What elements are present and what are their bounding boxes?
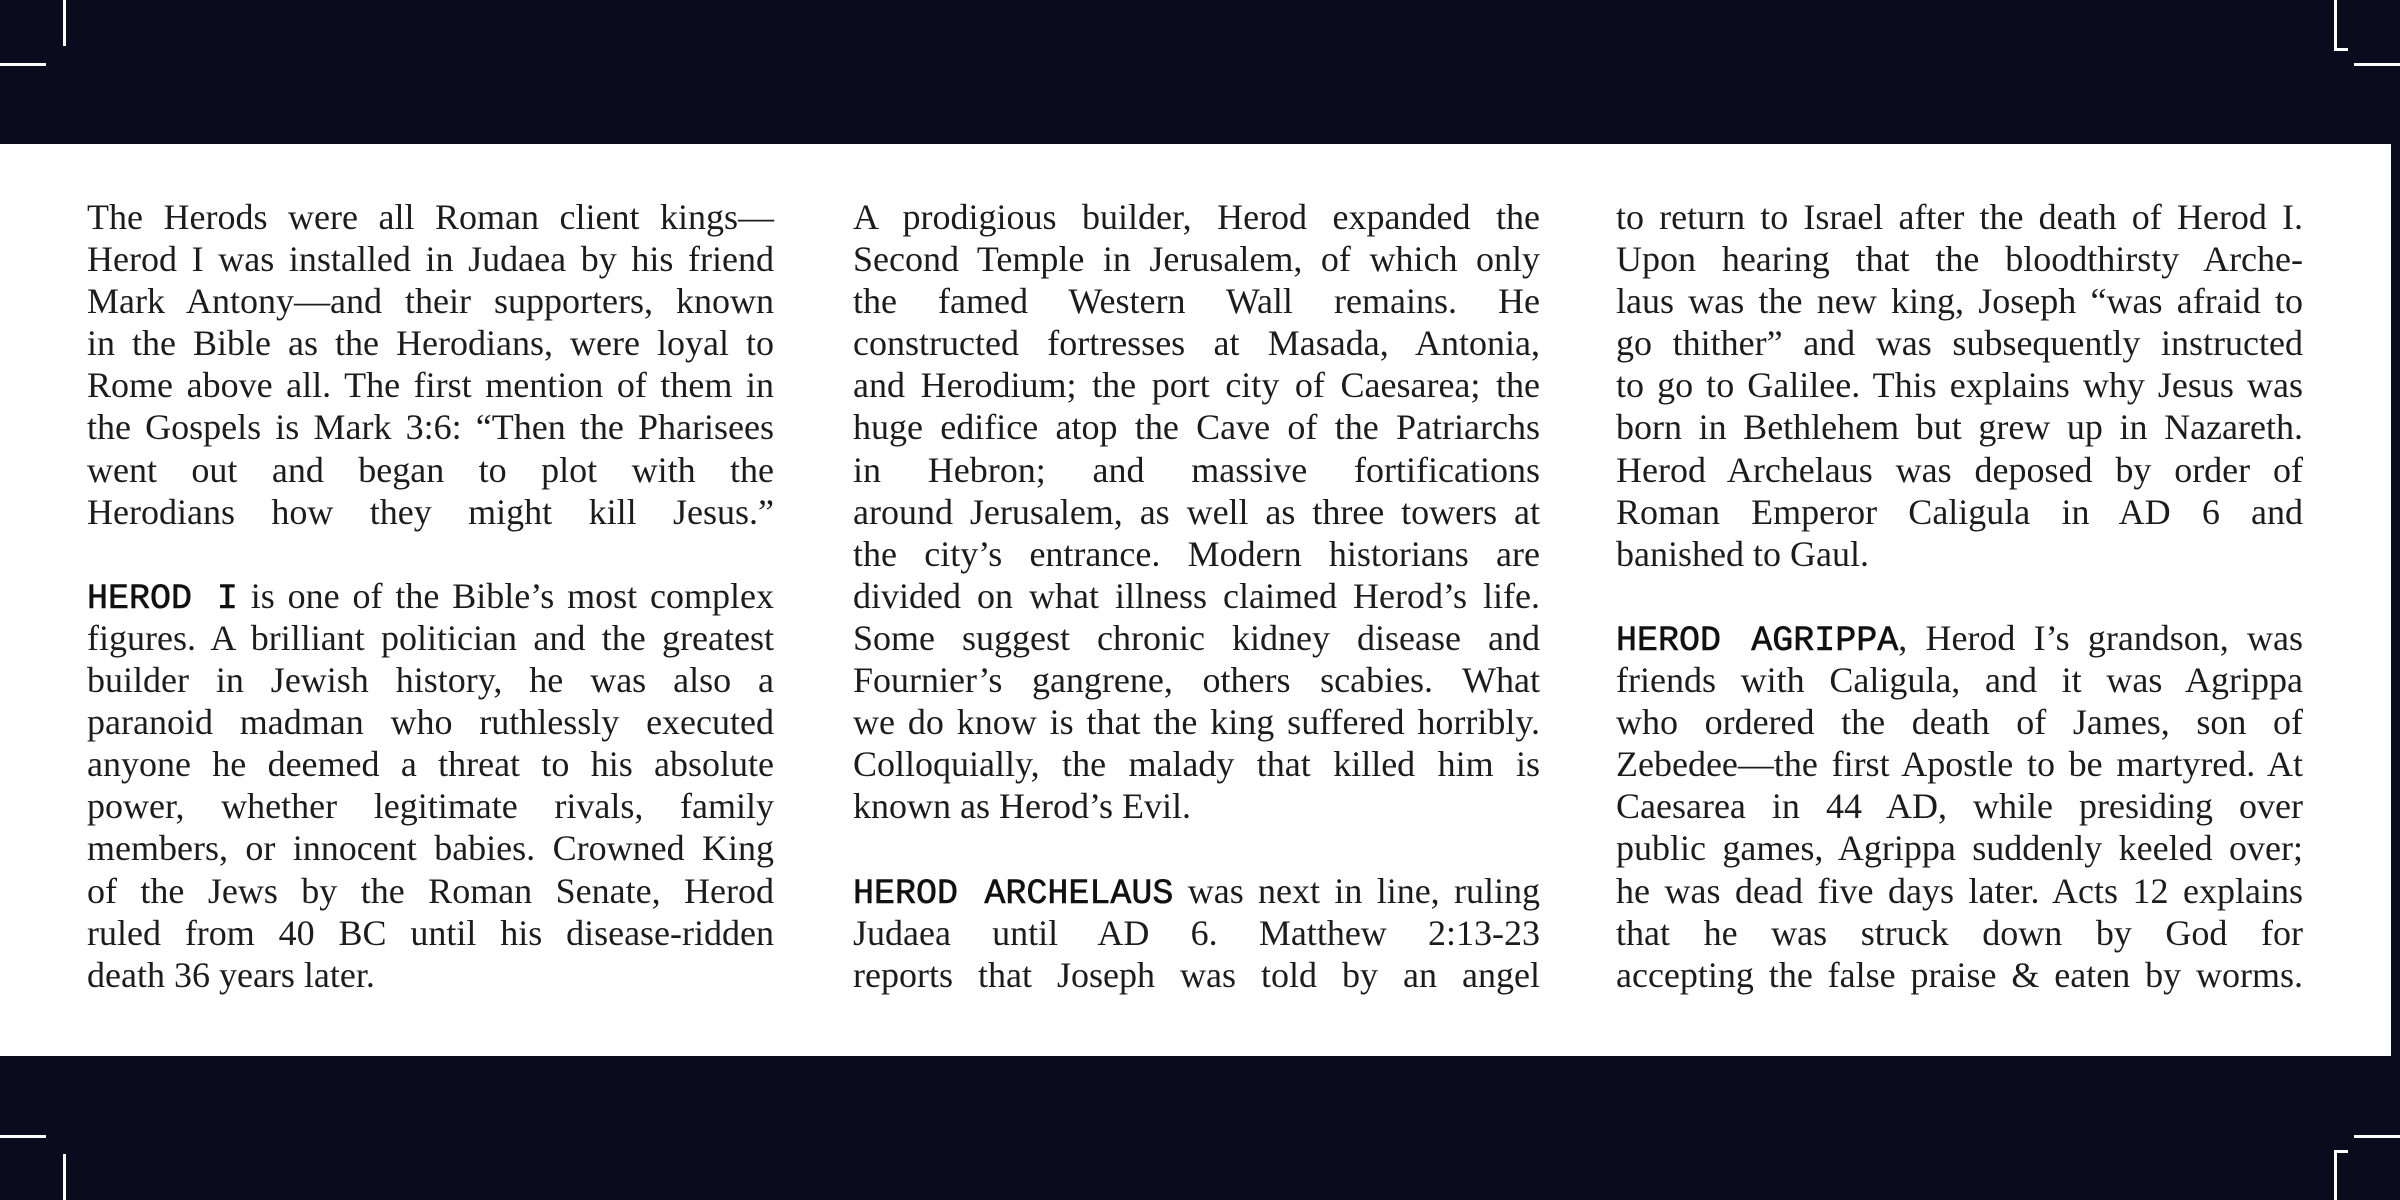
text-line: in Hebron; and massive fortifications <box>853 449 1540 490</box>
section-lead-herod-i: HEROD I <box>87 578 238 619</box>
text-column-2 <box>853 196 1540 996</box>
text-line: he was dead five days later. Acts 12 explains <box>1616 870 2303 911</box>
text-line: laus was the new king, Joseph “was afraid to <box>1616 281 2303 322</box>
text-line: Caesarea in 44 AD, while presiding over <box>1616 786 2303 827</box>
crop-mark-top-left-horizontal <box>0 63 46 66</box>
text-line: born in Bethlehem but grew up in Nazareth. <box>1616 407 2303 448</box>
text-line: members, or innocent babies. Crowned King <box>87 828 774 869</box>
text-line: Mark Antony—and their supporters, known <box>87 281 774 322</box>
text-line: constructed fortresses at Masada, Antonia, <box>853 323 1540 364</box>
text-line: Herod Archelaus was deposed by order of <box>1616 449 2303 490</box>
paragraph-herod-agrippa <box>1616 617 2303 996</box>
section-lead-herod-archelaus: HEROD ARCHELAUS <box>853 873 1174 914</box>
crop-mark-bottom-right-vertical <box>2334 1150 2337 1200</box>
text-line: the famed Western Wall remains. He <box>853 281 1540 322</box>
text-line: Herod I was installed in Judaea by his friend <box>87 239 774 280</box>
text-line: accepting the false praise & eaten by worms. <box>1616 954 2303 995</box>
text-line: figures. A brilliant politician and the greatest <box>87 617 774 658</box>
text-line: who ordered the death of James, son of <box>1616 702 2303 743</box>
section-lead-herod-agrippa: HEROD AGRIPPA <box>1616 620 1899 661</box>
text-line: to go to Galilee. This explains why Jesus was <box>1616 365 2303 406</box>
text-line: Upon hearing that the bloodthirsty Arche- <box>1616 239 2303 280</box>
text-line: that he was struck down by God for <box>1616 912 2303 953</box>
paragraph-archelaus-continued <box>1616 196 2303 575</box>
text-line: known as Herod’s Evil. <box>853 786 1191 827</box>
text-line: The Herods were all Roman client kings— <box>87 197 774 237</box>
text-line-rest: is one of the Bible’s most complex <box>250 575 774 616</box>
text-line: go thither” and was subsequently instructed <box>1616 323 2303 364</box>
text-line: banished to Gaul. <box>1616 533 1869 574</box>
text-line: power, whether legitimate rivals, family <box>87 786 774 827</box>
crop-mark-top-left-vertical <box>63 0 66 46</box>
text-line: Fournier’s gangrene, others scabies. What <box>853 660 1540 701</box>
text-line: paranoid madman who ruthlessly executed <box>87 702 774 743</box>
text-line: divided on what illness claimed Herod’s life. <box>853 575 1540 616</box>
text-line: Judaea until AD 6. Matthew 2:13-23 <box>853 912 1540 953</box>
text-line: in the Bible as the Herodians, were loyal to <box>87 323 774 364</box>
text-page <box>0 144 2391 1056</box>
crop-mark-top-right-corner <box>2334 48 2348 51</box>
text-line <box>1616 617 2303 659</box>
crop-mark-bottom-left-vertical <box>63 1154 66 1200</box>
text-column-3 <box>1616 196 2303 996</box>
paragraph-builder <box>853 196 1540 827</box>
text-line: friends with Caligula, and it was Agrippa <box>1616 660 2303 701</box>
text-line-rest: was next in line, ruling <box>1187 870 1541 911</box>
text-line: Colloquially, the malady that killed him is <box>853 744 1540 785</box>
crop-mark-bottom-right-horizontal <box>2354 1135 2400 1138</box>
crop-mark-top-right-horizontal <box>2354 63 2400 66</box>
text-line: the Gospels is Mark 3:6: “Then the Pharisees <box>87 407 774 448</box>
paragraph-herod-i <box>87 575 774 996</box>
text-line <box>87 575 774 617</box>
text-line: anyone he deemed a threat to his absolute <box>87 744 774 785</box>
text-line: of the Jews by the Roman Senate, Herod <box>87 870 774 911</box>
text-line: and Herodium; the port city of Caesarea; the <box>853 365 1540 406</box>
text-line: to return to Israel after the death of Herod I. <box>1616 197 2303 237</box>
text-line-rest: , Herod I’s grandson, was <box>1898 617 2303 658</box>
text-line: builder in Jewish history, he was also a <box>87 660 774 701</box>
text-line: Zebedee—the first Apostle to be martyred. At <box>1616 744 2303 785</box>
text-line: around Jerusalem, as well as three towers at <box>853 491 1540 532</box>
paragraph-herods-intro <box>87 196 774 533</box>
text-line: reports that Joseph was told by an angel <box>853 954 1540 995</box>
text-column-1 <box>87 196 774 996</box>
crop-mark-top-right-vertical <box>2334 0 2337 50</box>
text-line <box>853 870 1540 912</box>
text-line: death 36 years later. <box>87 954 375 995</box>
text-line: Second Temple in Jerusalem, of which only <box>853 239 1540 280</box>
text-line: the city’s entrance. Modern historians are <box>853 533 1540 574</box>
text-line: huge edifice atop the Cave of the Patriarchs <box>853 407 1540 448</box>
paragraph-herod-archelaus <box>853 870 1540 996</box>
text-line: ruled from 40 BC until his disease-ridden <box>87 912 774 953</box>
text-line: A prodigious builder, Herod expanded the <box>853 197 1540 237</box>
text-line: Some suggest chronic kidney disease and <box>853 617 1540 658</box>
text-line: went out and began to plot with the <box>87 449 774 490</box>
text-line: Herodians how they might kill Jesus.” <box>87 491 774 532</box>
text-line: Roman Emperor Caligula in AD 6 and <box>1616 491 2303 532</box>
text-line: Rome above all. The first mention of them in <box>87 365 774 406</box>
text-line: public games, Agrippa suddenly keeled over; <box>1616 828 2303 869</box>
text-line: we do know is that the king suffered horribly. <box>853 702 1540 743</box>
crop-mark-bottom-left-horizontal <box>0 1135 46 1138</box>
